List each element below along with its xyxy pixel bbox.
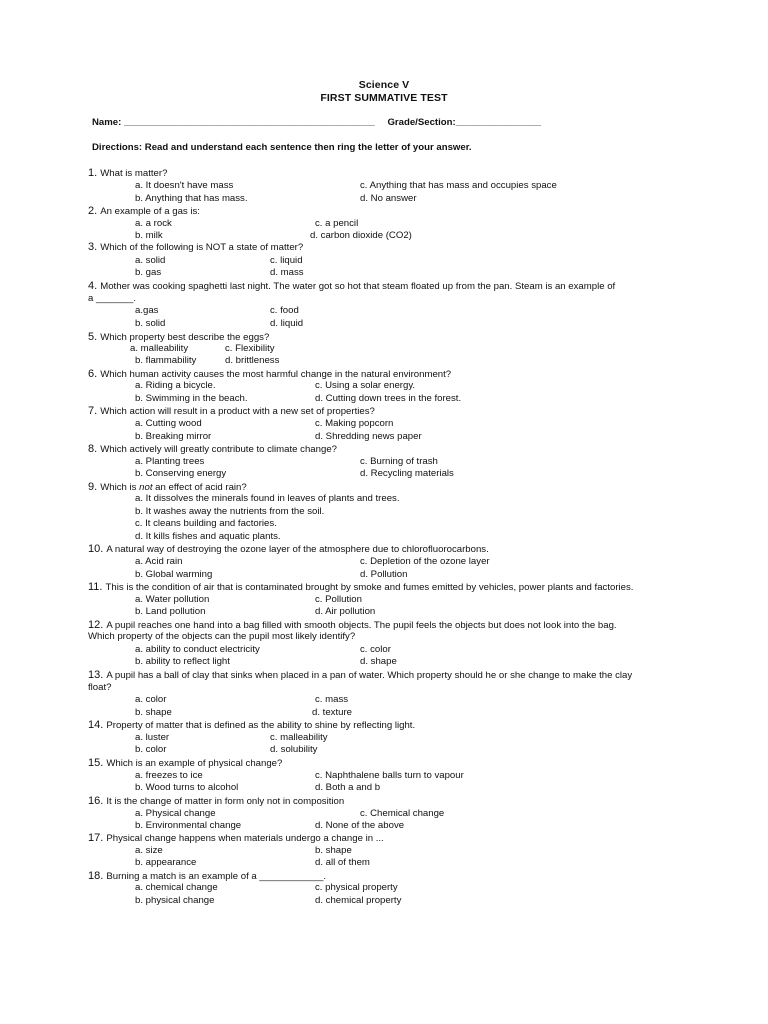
question-text: Which actively will greatly contribute to climate change?: [100, 444, 337, 455]
question-text: A pupil has a ball of clay that sinks when placed in a pan of water. Which property should he or she change to make the clay: [106, 670, 633, 681]
answer-option[interactable]: d. None of the above: [315, 820, 405, 831]
answer-option[interactable]: b. gas: [135, 267, 162, 278]
answer-option[interactable]: a. Cutting wood: [135, 418, 202, 429]
answer-option[interactable]: b. Global warming: [135, 569, 213, 580]
answer-option[interactable]: c. physical property: [315, 882, 398, 893]
answer-option[interactable]: c. food: [270, 305, 299, 316]
question-text: Which human activity causes the most harmful change in the natural environment?: [100, 369, 452, 380]
question-10-stem: [88, 543, 489, 556]
answer-option[interactable]: a. Physical change: [135, 808, 216, 819]
question-text: What is matter?: [100, 168, 168, 179]
answer-option[interactable]: d. texture: [312, 707, 352, 718]
question-text: Which action will result in a product with a new set of properties?: [100, 406, 375, 417]
answer-option[interactable]: d. No answer: [360, 193, 417, 204]
question-text: It is the change of matter in form only not in composition: [106, 796, 345, 807]
grade-section-blank: ________________: [455, 117, 542, 128]
question-number: 4.: [88, 280, 101, 292]
question-7-stem: [88, 405, 375, 418]
answer-option[interactable]: b. physical change: [135, 895, 215, 906]
answer-option[interactable]: d. all of them: [315, 857, 370, 868]
question-11-stem: [88, 581, 633, 594]
question-number: 17.: [88, 832, 107, 844]
question-number: 15.: [88, 757, 107, 769]
answer-option[interactable]: a. freezes to ice: [135, 770, 203, 781]
question-text: Mother was cooking spaghetti last night. The water got so hot that steam floated up from the pan. Steam is an example of: [100, 281, 616, 292]
answer-option[interactable]: c. malleability: [270, 732, 328, 743]
answer-option[interactable]: a. a rock: [135, 218, 172, 229]
answer-option[interactable]: d. Shredding news paper: [315, 431, 422, 442]
answer-option[interactable]: a. size: [135, 845, 163, 856]
answer-option[interactable]: a. ability to conduct electricity: [135, 644, 260, 655]
question-number: 7.: [88, 405, 101, 417]
answer-option[interactable]: c. Burning of trash: [360, 456, 438, 467]
grade-section-label: Grade/Section:: [387, 117, 456, 128]
question-number: 11.: [88, 581, 106, 593]
answer-option[interactable]: d. chemical property: [315, 895, 402, 906]
answer-option[interactable]: c. Flexibility: [225, 343, 275, 354]
question-4-stem-continued: a _______.: [88, 293, 137, 304]
question-15-stem: [88, 757, 282, 770]
question-1-stem: [88, 167, 167, 180]
answer-option[interactable]: c. Depletion of the ozone layer: [360, 556, 490, 567]
question-number: 10.: [88, 543, 107, 555]
answer-option[interactable]: a. Riding a bicycle.: [135, 380, 216, 391]
answer-option[interactable]: a. solid: [135, 255, 166, 266]
question-17-stem: [88, 832, 384, 845]
answer-option[interactable]: a. Planting trees: [135, 456, 205, 467]
question-text: A natural way of destroying the ozone layer of the atmosphere due to chlorofluorocarbons.: [106, 544, 489, 555]
question-text-post: an effect of acid rain?: [152, 482, 247, 493]
answer-option[interactable]: d. shape: [360, 656, 397, 667]
answer-option[interactable]: c. liquid: [270, 255, 303, 266]
answer-option[interactable]: c. Chemical change: [360, 808, 445, 819]
test-title: FIRST SUMMATIVE TEST: [320, 92, 448, 104]
answer-option[interactable]: d. Pollution: [360, 569, 408, 580]
question-text: Which of the following is NOT a state of matter?: [100, 242, 304, 253]
question-14-stem: [88, 719, 415, 732]
question-number: 16.: [88, 795, 107, 807]
question-13-stem: [88, 669, 632, 682]
answer-option[interactable]: b. Conserving energy: [135, 468, 227, 479]
question-text: Which property best describe the eggs?: [100, 332, 270, 343]
question-text: Which is an example of physical change?: [106, 758, 283, 769]
name-blank: _______________________________________________: [124, 117, 375, 128]
question-3-stem: [88, 241, 303, 254]
answer-option[interactable]: c. Using a solar energy.: [315, 380, 416, 391]
question-number: 5.: [88, 331, 101, 343]
answer-option[interactable]: d. Recycling materials: [360, 468, 454, 479]
name-label: Name:: [92, 117, 122, 128]
answer-option[interactable]: d. Cutting down trees in the forest.: [315, 393, 462, 404]
answer-option[interactable]: a. luster: [135, 732, 170, 743]
answer-option[interactable]: c. Pollution: [315, 594, 362, 605]
answer-option[interactable]: d. liquid: [270, 318, 304, 329]
answer-option[interactable]: a. Water pollution: [135, 594, 210, 605]
answer-option[interactable]: b. It washes away the nutrients from the soil.: [135, 506, 325, 517]
answer-option[interactable]: b. Land pollution: [135, 606, 206, 617]
name-row: [92, 117, 541, 129]
answer-option[interactable]: b. Anything that has mass.: [135, 193, 248, 204]
question-text: Property of matter that is defined as the ability to shine by reflecting light.: [106, 720, 416, 731]
question-text: An example of a gas is:: [100, 206, 200, 217]
question-2-stem: [88, 205, 200, 218]
answer-option[interactable]: b. flammability: [135, 355, 197, 366]
answer-option[interactable]: a. malleability: [130, 343, 189, 354]
question-number: 3.: [88, 241, 101, 253]
answer-option[interactable]: b. shape: [315, 845, 352, 856]
answer-option[interactable]: b. Swimming in the beach.: [135, 393, 248, 404]
question-13-stem-continued: float?: [88, 682, 112, 693]
question-number: 2.: [88, 205, 101, 217]
subject-heading: Science V: [358, 79, 410, 91]
answer-option[interactable]: c. Making popcorn: [315, 418, 394, 429]
answer-option[interactable]: a.gas: [135, 305, 159, 316]
answer-option[interactable]: c. Naphthalene balls turn to vapour: [315, 770, 464, 781]
answer-option[interactable]: c. It cleans building and factories.: [135, 518, 277, 529]
answer-option[interactable]: b. Environmental change: [135, 820, 242, 831]
question-text: A pupil reaches one hand into a bag filled with smooth objects. The pupil feels the objects but does not look into the bag.: [106, 620, 617, 631]
answer-option[interactable]: d. It kills fishes and aquatic plants.: [135, 531, 281, 542]
answer-option[interactable]: c. a pencil: [315, 218, 359, 229]
question-number: 8.: [88, 443, 101, 455]
question-number: 18.: [88, 870, 107, 882]
answer-option[interactable]: b. appearance: [135, 857, 197, 868]
answer-option[interactable]: c. color: [360, 644, 391, 655]
answer-option[interactable]: d. mass: [270, 267, 304, 278]
answer-option[interactable]: c. Anything that has mass and occupies space: [360, 180, 557, 191]
answer-option[interactable]: d. Both a and b: [315, 782, 381, 793]
question-4-stem: [88, 280, 615, 293]
answer-option[interactable]: a. chemical change: [135, 882, 218, 893]
answer-option[interactable]: b. Wood turns to alcohol: [135, 782, 239, 793]
question-number: 13.: [88, 669, 107, 681]
question-16-stem: [88, 795, 344, 808]
answer-option[interactable]: d. carbon dioxide (CO2): [310, 230, 412, 241]
answer-option[interactable]: b. Breaking mirror: [135, 431, 212, 442]
question-number: 1.: [88, 167, 101, 179]
question-number: 14.: [88, 719, 107, 731]
question-number: 6.: [88, 368, 101, 380]
question-text-pre: Which is: [100, 482, 140, 493]
question-text: Burning a match is an example of a ____________.: [106, 871, 327, 882]
question-8-stem: [88, 443, 337, 456]
answer-option[interactable]: b. solid: [135, 318, 166, 329]
question-text: Physical change happens when materials undergo a change in ...: [106, 833, 384, 844]
answer-option[interactable]: d. brittleness: [225, 355, 280, 366]
answer-option[interactable]: c. mass: [315, 694, 349, 705]
question-text: This is the condition of air that is contaminated brought by smoke and fumes emitted by vehicles, power plants and factories.: [105, 582, 634, 593]
answer-option[interactable]: d. solubility: [270, 744, 318, 755]
answer-option[interactable]: b. ability to reflect light: [135, 656, 230, 667]
answer-option[interactable]: b. milk: [135, 230, 163, 241]
answer-option[interactable]: b. shape: [135, 707, 172, 718]
answer-option[interactable]: d. Air pollution: [315, 606, 376, 617]
answer-option[interactable]: b. color: [135, 744, 167, 755]
question-text-emphasis: not: [139, 482, 153, 493]
answer-option[interactable]: a. It dissolves the minerals found in leaves of plants and trees.: [135, 493, 400, 504]
directions: Directions: Read and understand each sentence then ring the letter of your answer.: [92, 142, 472, 153]
answer-option[interactable]: a. It doesn't have mass: [135, 180, 234, 191]
question-12-stem-continued: Which property of the objects can the pupil most likely identify?: [88, 631, 356, 642]
answer-option[interactable]: a. Acid rain: [135, 556, 183, 567]
answer-option[interactable]: a. color: [135, 694, 167, 705]
question-number: 12.: [88, 619, 107, 631]
question-number: 9.: [88, 481, 101, 493]
